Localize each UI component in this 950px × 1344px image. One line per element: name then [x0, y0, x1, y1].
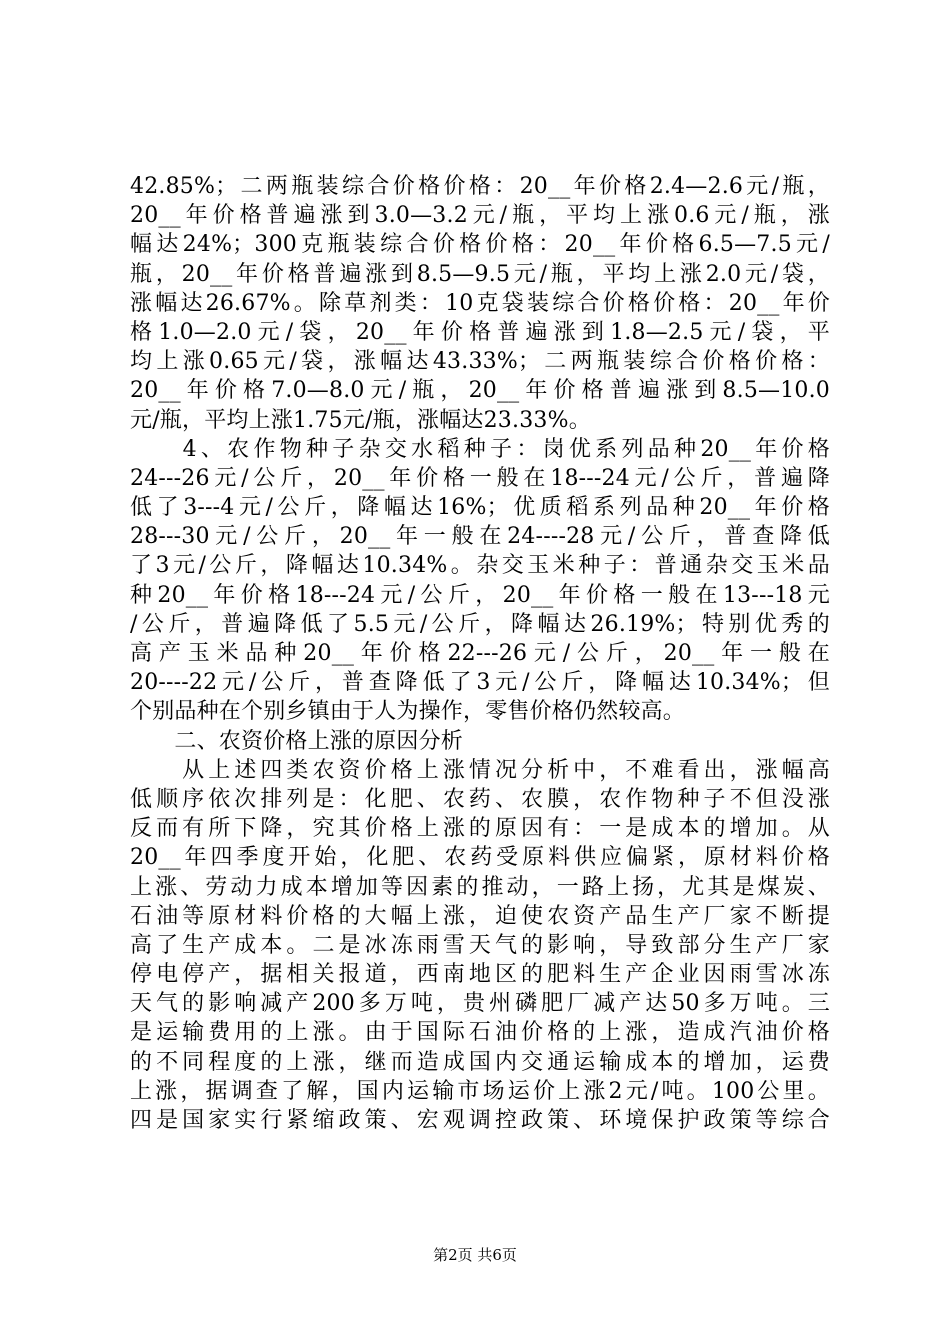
text-line: 高产玉米品种20__年价格22---26元/公斤，20__年一般在	[130, 641, 830, 666]
text-line: 天气的影响减产200多万吨，贵州磷肥厂减产达50多万吨。三	[130, 991, 830, 1017]
text-line: 上涨、劳动力成本增加等因素的推动，一路上扬，尤其是煤炭、	[130, 874, 830, 900]
body-text	[130, 172, 830, 1135]
text-line: 20__年价格7.0—8.0元/瓶，20__年价格普遍涨到8.5—10.0	[130, 378, 830, 404]
text-line: 28---30元/公斤，20__年一般在24----28元/公斤，普查降低	[130, 524, 830, 550]
text-line: 瓶，20__年价格普遍涨到8.5—9.5元/瓶，平均上涨2.0元/袋，	[130, 261, 830, 287]
text-line: 元/瓶，平均上涨1.75元/瓶，涨幅达23.33%。	[130, 407, 591, 433]
text-line: 24---26元/公斤，20__年价格一般在18---24元/公斤，普遍降	[130, 465, 830, 491]
text-line: 停电停产，据相关报道，西南地区的肥料生产企业因雨雪冰冻	[130, 962, 830, 988]
text-line: 的不同程度的上涨，继而造成国内交通运输成本的增加，运费	[130, 1049, 830, 1075]
section-heading: 二、农资价格上涨的原因分析	[130, 728, 464, 754]
text-line: 是运输费用的上涨。由于国际石油价格的上涨，造成汽油价格	[130, 1020, 830, 1046]
text-line: 个别品种在个别乡镇由于人为操作，零售价格仍然较高。	[130, 699, 686, 725]
text-line: 20__年价格普遍涨到3.0—3.2元/瓶，平均上涨0.6元/瓶，涨	[130, 203, 830, 229]
text-line: 均上涨0.65元/袋，涨幅达43.33%；二两瓶装综合价格价格：	[130, 349, 830, 375]
text-line: 涨幅达26.67%。除草剂类：10克袋装综合价格价格：20__年价	[130, 290, 830, 316]
text-line: 幅达24%；300克瓶装综合价格价格：20__年价格6.5—7.5元/	[130, 232, 830, 258]
text-line: 格1.0—2.0元/袋，20__年价格普遍涨到1.8—2.5元/袋，平	[130, 319, 830, 345]
text-line: 低顺序依次排列是：化肥、农药、农膜，农作物种子不但没涨	[130, 786, 830, 812]
text-line: 从上述四类农资价格上涨情况分析中，不难看出，涨幅高	[130, 757, 830, 783]
text-line: 低了3---4元/公斤，降幅达16%；优质稻系列品种20__年价格	[130, 495, 830, 521]
text-line: 高了生产成本。二是冰冻雨雪天气的影响，导致部分生产厂家	[130, 932, 830, 958]
text-line: 反而有所下降，究其价格上涨的原因有：一是成本的增加。从	[130, 816, 830, 842]
text-line: 4、农作物种子杂交水稻种子：岗优系列品种20__年价格	[130, 436, 830, 462]
text-line: 石油等原材料价格的大幅上涨，迫使农资产品生产厂家不断提	[130, 903, 830, 929]
text-line: 了3元/公斤，降幅达10.34%。杂交玉米种子：普通杂交玉米品	[130, 553, 830, 579]
text-line: 四是国家实行紧缩政策、宏观调控政策、环境保护政策等综合	[130, 1108, 830, 1133]
text-line: /公斤，普遍降低了5.5元/公斤，降幅达26.19%；特别优秀的	[130, 611, 830, 637]
text-line: 种20__年价格18---24元/公斤，20__年价格一般在13---18元	[130, 582, 830, 608]
text-line: 上涨，据调查了解，国内运输市场运价上涨2元/吨。100公里。	[130, 1078, 830, 1104]
text-line: 20----22元/公斤，普查降低了3元/公斤，降幅达10.34%；但	[130, 670, 830, 696]
text-line: 20__年四季度开始，化肥、农药受原料供应偏紧，原材料价格	[130, 845, 830, 871]
page-number-footer: 第2页 共6页	[433, 1246, 517, 1264]
text-line: 42.85%；二两瓶装综合价格价格：20__年价格2.4—2.6元/瓶，	[130, 174, 830, 199]
